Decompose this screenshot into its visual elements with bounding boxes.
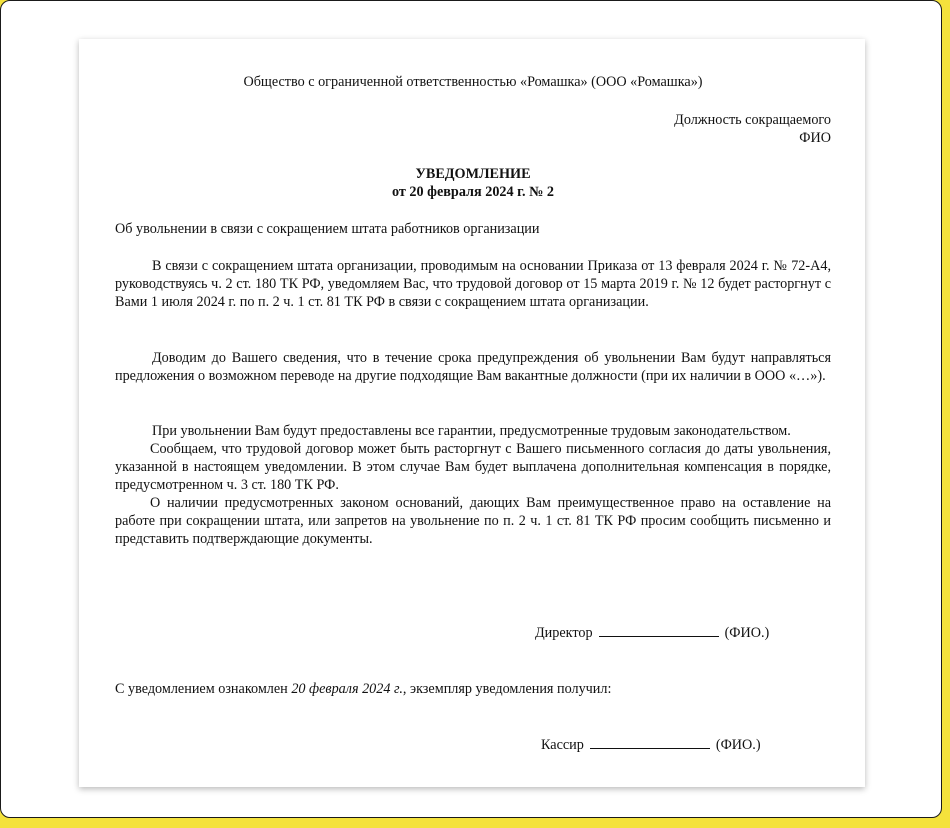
addressee-name: ФИО xyxy=(799,130,831,146)
paragraph-block-3 xyxy=(115,422,831,548)
director-label: Директор xyxy=(535,625,593,641)
body-paragraph: Сообщаем, что трудовой договор может быть расторгнут с Вашего письменного согласия до даты увольнения, указанной в настоящем уведомлении. В этом случае Вам будет выплачена дополнительная компенсация в порядке, предусмотренном ч. 3 ст. 180 ТК РФ. xyxy=(115,441,831,493)
signature-blank xyxy=(599,624,719,637)
director-name: (ФИО.) xyxy=(724,625,770,641)
document-heading xyxy=(115,165,831,201)
cashier-signature-line xyxy=(541,736,761,754)
cashier-name: (ФИО.) xyxy=(715,737,761,753)
document-title: УВЕДОМЛЕНИЕ xyxy=(415,166,531,182)
acknowledge-prefix: С уведомлением ознакомлен xyxy=(115,681,288,697)
paragraph-block-1 xyxy=(115,257,831,311)
signature-blank xyxy=(590,736,710,749)
body-paragraph: О наличии предусмотренных законом оснований, дающих Вам преимущественное право на оставление на работе при сокращении штата, или запретов на увольнение по п. 2 ч. 1 ст. 81 ТК РФ просим сообщить письменно и представить подтверждающие документы. xyxy=(115,495,831,547)
organization-name: Общество с ограниченной ответственностью «Ромашка» (ООО «Ромашка») xyxy=(243,74,703,90)
paragraph-block-2 xyxy=(115,349,831,385)
body-paragraph: При увольнении Вам будут предоставлены все гарантии, предусмотренные трудовым законодательством. xyxy=(152,423,791,439)
document-date-number: от 20 февраля 2024 г. № 2 xyxy=(392,184,554,200)
document-page xyxy=(79,39,865,787)
body-paragraph: В связи с сокращением штата организации, проводимым на основании Приказа от 13 февраля 2024 г. № 72-А4, руководствуясь ч. 2 ст. 180 ТК РФ, уведомляем Вас, что трудовой договор от 15 марта 2019 г. № 12 будет расторгнут с Вами 1 июля 2024 г. по п. 2 ч. 1 ст. 81 ТК РФ в связи с сокращением штата организации. xyxy=(115,258,831,310)
acknowledgement-line xyxy=(115,680,831,698)
addressee-block xyxy=(674,111,831,147)
addressee-position: Должность сокращаемого xyxy=(674,112,831,128)
director-signature-line xyxy=(535,624,769,642)
document-subject: Об увольнении в связи с сокращением штата работников организации xyxy=(115,221,540,237)
acknowledge-suffix: , экземпляр уведомления получил: xyxy=(402,681,612,697)
body-paragraph: Доводим до Вашего сведения, что в течение срока предупреждения об увольнении Вам будут направляться предложения о возможном переводе на другие подходящие Вам вакантные должности (при их наличии в ООО «…»). xyxy=(115,350,831,384)
acknowledge-date: 20 февраля 2024 г. xyxy=(291,681,403,697)
cashier-label: Кассир xyxy=(541,737,584,753)
